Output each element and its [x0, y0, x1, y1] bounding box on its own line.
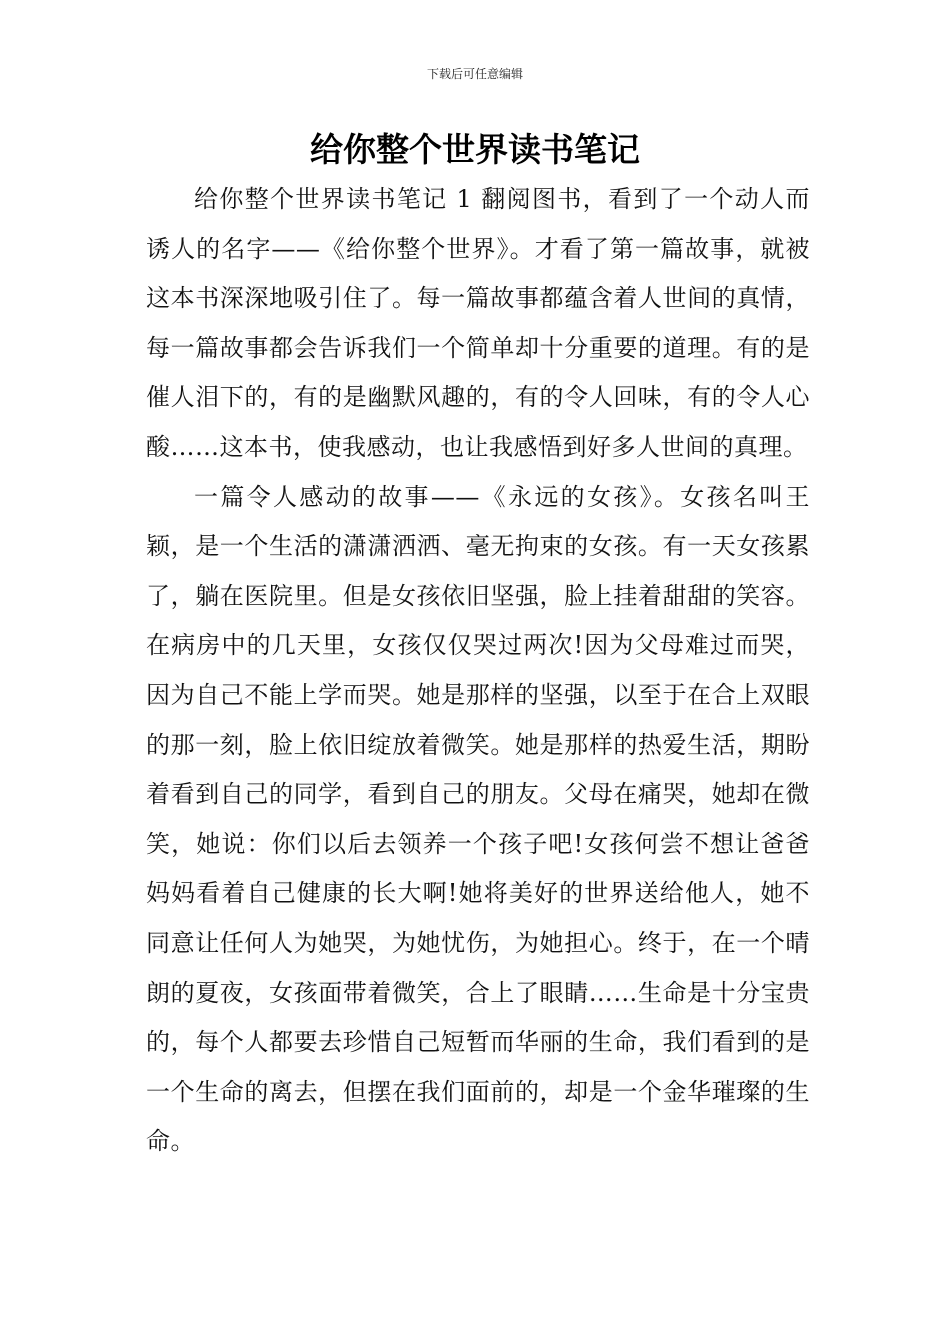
paragraph-2: 一篇令人感动的故事——《永远的女孩》。女孩名叫王颖，是一个生活的潇潇洒洒、毫无拘束的女孩。有一天女孩累了，躺在医院里。但是女孩依旧坚强，脸上挂着甜甜的笑容。在病房中的几天里，女孩仅仅哭过两次!因为父母难过而哭，因为自己不能上学而哭。她是那样的坚强，以至于在合上双眼的那一刻，脸上依旧绽放着微笑。她是那样的热爱生活，期盼着看到自己的同学，看到自己的朋友。父母在痛哭，她却在微笑，她说：你们以后去领养一个孩子吧!女孩何尝不想让爸爸妈妈看着自己健康的长大啊!她将美好的世界送给他人，她不同意让任何人为她哭，为她忧伤，为她担心。终于，在一个晴朗的夏夜，女孩面带着微笑，合上了眼睛……生命是十分宝贵的，每个人都要去珍惜自己短暂而华丽的生命，我们看到的是一个生命的离去，但摆在我们面前的，却是一个金华璀璨的生命。	[146, 482, 810, 1156]
paragraph-1: 给你整个世界读书笔记 1 翻阅图书，看到了一个动人而诱人的名字——《给你整个世界》。才看了第一篇故事，就被这本书深深地吸引住了。每一篇故事都蕴含着人世间的真情，每一篇故事都会告诉我们一个简单却十分重要的道理。有的是催人泪下的，有的是幽默风趣的，有的令人回味，有的令人心酸……这本书，使我感动，也让我感悟到好多人世间的真理。	[146, 185, 810, 461]
page-header-note: 下载后可任意编辑	[426, 67, 523, 81]
document-body	[146, 175, 810, 1167]
document-title: 给你整个世界读书笔记	[310, 130, 640, 169]
